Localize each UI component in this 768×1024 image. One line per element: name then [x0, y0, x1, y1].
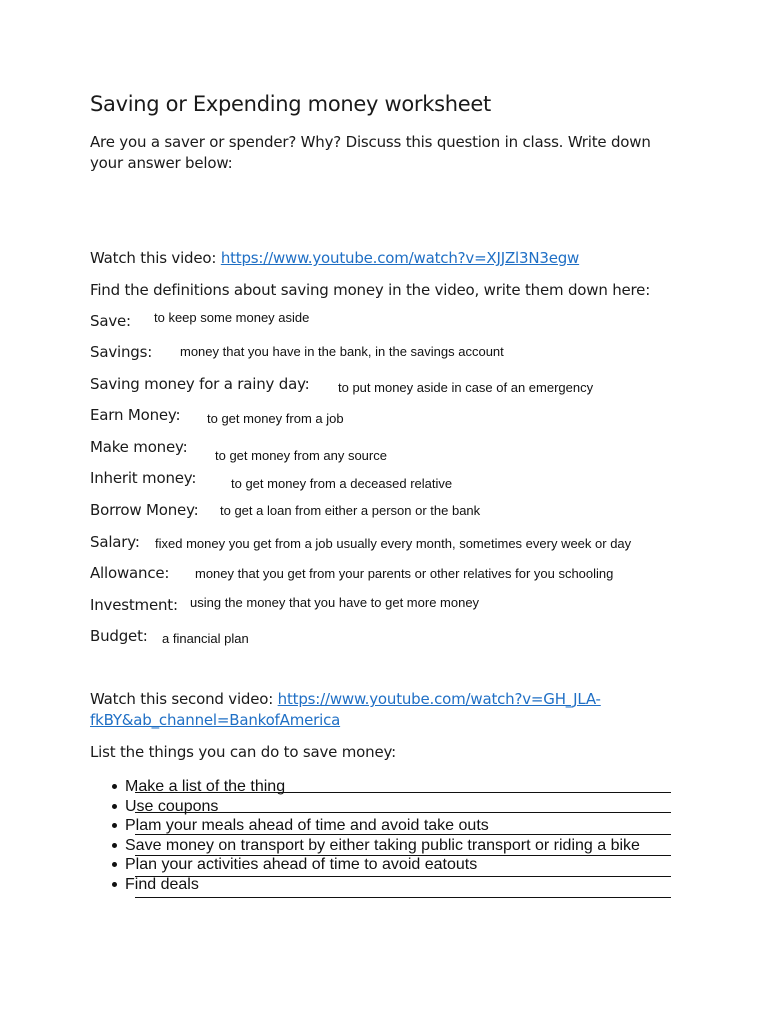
- list-item-text: Use coupons: [125, 797, 219, 815]
- answer-line: [135, 792, 671, 793]
- answer-rainy-day: to put money aside in case of an emergency: [338, 380, 594, 395]
- list-item-text: Plam your meals ahead of time and avoid take outs: [125, 817, 489, 834]
- video-2-link-part-1[interactable]: https://www.youtube.com/watch?v=GH_JLA-: [277, 690, 601, 708]
- discussion-question: Are you a saver or spender? Why? Discuss this question in class. Write down your answer below:: [90, 133, 651, 172]
- video-2-line-2: [90, 710, 340, 731]
- term-savings: Savings:: [90, 343, 153, 361]
- term-allowance: Allowance:: [90, 564, 170, 582]
- answer-earn-money: to get money from a job: [207, 411, 344, 426]
- save-money-list: [112, 778, 672, 895]
- list-item-text: Find deals: [125, 875, 199, 893]
- video-1-line: [90, 248, 579, 269]
- bullet-icon: [112, 862, 117, 867]
- definitions-prompt: Find the definitions about saving money in the video, write them down here:: [90, 281, 651, 299]
- answer-investment: using the money that you have to get more money: [190, 595, 480, 610]
- bullet-icon: [112, 804, 117, 809]
- answer-line: [135, 834, 671, 835]
- answer-allowance: money that you get from your parents or other relatives for you schooling: [195, 566, 614, 581]
- page-title: Saving or Expending money worksheet: [90, 92, 491, 116]
- list-item-text: Plan your activities ahead of time to avoid eatouts: [125, 856, 478, 873]
- list-item: [112, 778, 672, 798]
- term-earn-money: Earn Money:: [90, 406, 181, 424]
- term-save: Save:: [90, 312, 131, 330]
- answer-line: [135, 897, 671, 898]
- video-2-label: Watch this second video:: [90, 690, 278, 708]
- answer-borrow-money: to get a loan from either a person or the bank: [220, 503, 481, 518]
- video-2-link-part-2[interactable]: fkBY&ab_channel=BankofAmerica: [90, 711, 341, 729]
- list-prompt: List the things you can do to save money:: [90, 743, 396, 761]
- list-item-text: Save money on transport by either taking public transport or riding a bike: [125, 836, 640, 854]
- term-salary: Salary:: [90, 533, 140, 551]
- answer-line: [135, 876, 671, 877]
- term-borrow-money: Borrow Money:: [90, 501, 199, 519]
- answer-inherit-money: to get money from a deceased relative: [231, 476, 453, 491]
- bullet-icon: [112, 882, 117, 887]
- term-investment: Investment:: [90, 596, 178, 614]
- answer-line: [135, 812, 671, 813]
- video-2-line: [90, 689, 601, 710]
- answer-line: [135, 855, 671, 856]
- list-item: [112, 837, 672, 857]
- bullet-icon: [112, 784, 117, 789]
- video-1-link[interactable]: https://www.youtube.com/watch?v=XJJZl3N3egw: [220, 249, 580, 267]
- answer-budget: a financial plan: [162, 631, 249, 646]
- answer-make-money: to get money from any source: [215, 448, 387, 463]
- video-1-label: Watch this video:: [90, 249, 221, 267]
- list-item: [112, 856, 672, 876]
- answer-savings: money that you have in the bank, in the savings account: [180, 344, 504, 359]
- bullet-icon: [112, 843, 117, 848]
- answer-save: to keep some money aside: [154, 310, 310, 325]
- term-budget: Budget:: [90, 627, 148, 645]
- bullet-icon: [112, 823, 117, 828]
- term-rainy-day: Saving money for a rainy day:: [90, 375, 310, 393]
- term-make-money: Make money:: [90, 438, 188, 456]
- list-item: [112, 798, 672, 818]
- answer-salary: fixed money you get from a job usually every month, sometimes every week or day: [155, 536, 632, 551]
- term-inherit-money: Inherit money:: [90, 469, 197, 487]
- list-item: [112, 876, 672, 896]
- list-item-text: Make a list of the thing: [125, 778, 286, 795]
